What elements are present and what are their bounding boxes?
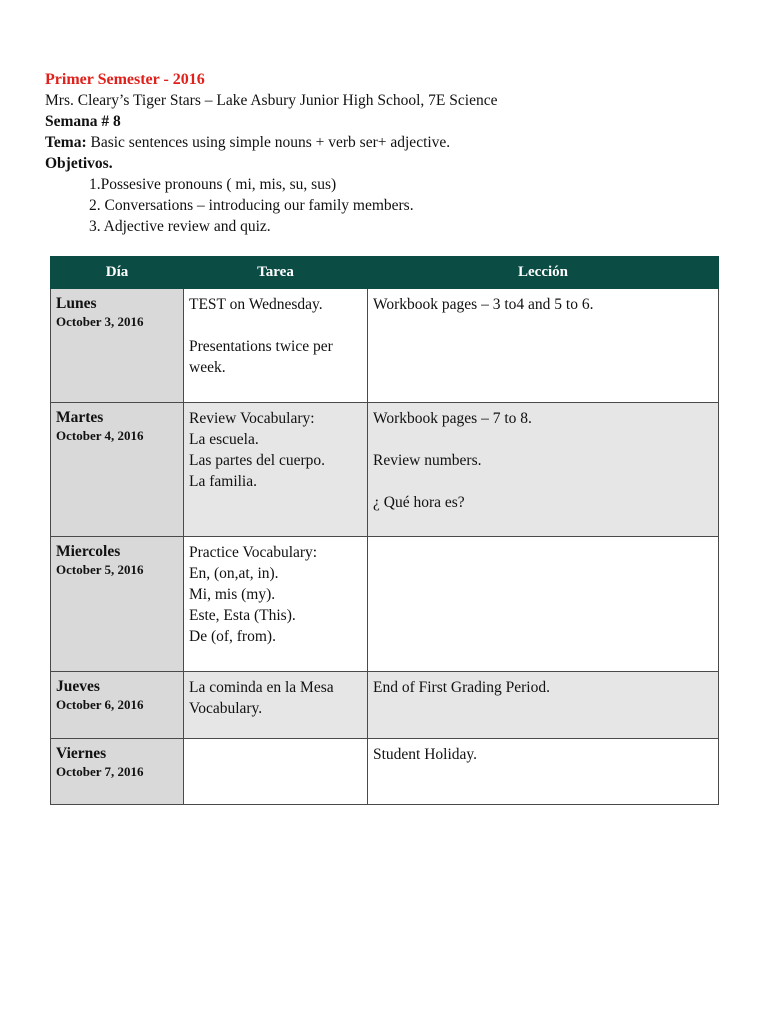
tarea-line: Presentations twice per xyxy=(189,338,333,355)
leccion-cell xyxy=(368,403,719,537)
tarea-line: En, (on,at, in). xyxy=(189,565,279,582)
semana-line: Semana # 8 xyxy=(45,113,121,130)
tarea-line: week. xyxy=(189,359,226,376)
day-date: October 3, 2016 xyxy=(56,314,144,329)
day-name: Lunes xyxy=(56,295,97,312)
semester-title: Primer Semester - 2016 xyxy=(45,71,205,88)
day-date: October 4, 2016 xyxy=(56,428,144,443)
day-date: October 5, 2016 xyxy=(56,562,144,577)
tarea-line: TEST on Wednesday. xyxy=(189,296,323,313)
leccion-line: ¿ Qué hora es? xyxy=(373,494,465,511)
tarea-line: La escuela. xyxy=(189,431,259,448)
day-date: October 7, 2016 xyxy=(56,764,144,779)
tarea-line: Practice Vocabulary: xyxy=(189,544,318,561)
column-header-tarea: Tarea xyxy=(184,257,368,289)
leccion-cell xyxy=(368,672,719,739)
weekly-plan-table xyxy=(50,256,719,805)
objective-item: 3. Adjective review and quiz. xyxy=(89,218,271,235)
leccion-line: End of First Grading Period. xyxy=(373,679,550,696)
table-row xyxy=(51,289,719,403)
table-body xyxy=(51,289,719,805)
tarea-line: Este, Esta (This). xyxy=(189,607,296,624)
day-cell xyxy=(51,672,184,739)
leccion-line: Student Holiday. xyxy=(373,746,478,763)
leccion-line: Workbook pages – 7 to 8. xyxy=(373,410,532,427)
table-row xyxy=(51,537,719,672)
document-header xyxy=(45,69,735,237)
day-cell xyxy=(51,403,184,537)
column-header-leccion: Lección xyxy=(368,257,719,289)
day-name: Jueves xyxy=(56,678,100,695)
leccion-cell xyxy=(368,289,719,403)
day-cell xyxy=(51,537,184,672)
tarea-cell xyxy=(184,537,368,672)
objective-item: 1.Possesive pronouns ( mi, mis, su, sus) xyxy=(89,176,337,193)
table-row xyxy=(51,403,719,537)
tarea-line: Mi, mis (my). xyxy=(189,586,276,603)
line-gap xyxy=(373,429,713,450)
tema-text: Basic sentences using simple nouns + verb ser+ adjective. xyxy=(86,134,451,151)
line-gap xyxy=(373,471,713,492)
line-gap xyxy=(189,315,362,336)
tarea-line: Review Vocabulary: xyxy=(189,410,315,427)
day-cell xyxy=(51,289,184,403)
tarea-line: De (of, from). xyxy=(189,628,276,645)
table-header-row xyxy=(51,257,719,289)
leccion-line: Review numbers. xyxy=(373,452,482,469)
school-line: Mrs. Cleary’s Tiger Stars – Lake Asbury Junior High School, 7E Science xyxy=(45,92,498,109)
day-name: Viernes xyxy=(56,745,107,762)
tema-label: Tema: xyxy=(45,134,87,151)
objetivos-heading: Objetivos. xyxy=(45,155,113,172)
day-date: October 6, 2016 xyxy=(56,697,144,712)
day-name: Martes xyxy=(56,409,104,426)
leccion-cell xyxy=(368,537,719,672)
table-row xyxy=(51,739,719,805)
leccion-line: Workbook pages – 3 to4 and 5 to 6. xyxy=(373,296,594,313)
tarea-line: La familia. xyxy=(189,473,257,490)
column-header-dia: Día xyxy=(51,257,184,289)
table-row xyxy=(51,672,719,739)
tarea-cell xyxy=(184,739,368,805)
day-cell xyxy=(51,739,184,805)
tarea-line: Vocabulary. xyxy=(189,700,263,717)
tema-line xyxy=(45,132,735,153)
tarea-cell xyxy=(184,289,368,403)
leccion-cell xyxy=(368,739,719,805)
day-name: Miercoles xyxy=(56,543,121,560)
tarea-line: Las partes del cuerpo. xyxy=(189,452,325,469)
tarea-line: La cominda en la Mesa xyxy=(189,679,334,696)
tarea-cell xyxy=(184,403,368,537)
objective-item: 2. Conversations – introducing our family members. xyxy=(89,197,414,214)
tarea-cell xyxy=(184,672,368,739)
